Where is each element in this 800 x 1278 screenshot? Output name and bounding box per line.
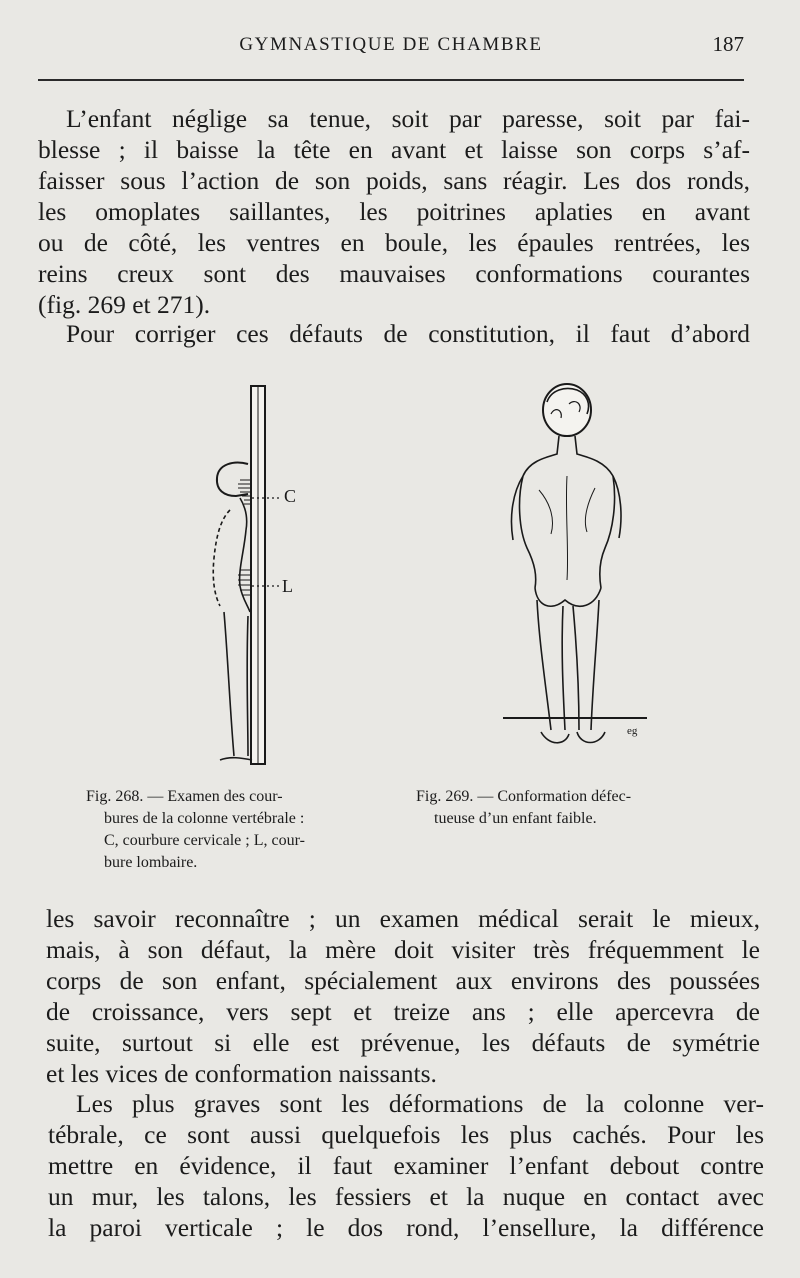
- paragraph-2: [38, 318, 750, 349]
- caption-line: Fig. 269. — Conformation défec-: [416, 788, 632, 805]
- text-line: les omoplates saillantes, les poitrines aplaties en avant: [38, 197, 750, 226]
- text-line: ou de côté, les ventres en boule, les épaules rentrées, les: [38, 228, 750, 257]
- text-line: suite, surtout si elle est prévenue, les défauts de symétrie: [46, 1028, 760, 1057]
- caption-line: bures de la colonne vertébrale :: [104, 810, 305, 827]
- text-line: mettre en évidence, il faut examiner l’enfant debout contre: [48, 1151, 764, 1180]
- paragraph-3: [46, 903, 760, 1089]
- caption-line: Fig. 268. — Examen des cour-: [86, 788, 283, 805]
- text-line: corps de son enfant, spécialement aux environs des poussées: [46, 966, 760, 995]
- page-number: 187: [712, 32, 744, 56]
- lumbar-label: L: [282, 576, 293, 596]
- figure-268-spine-examination: [190, 380, 320, 770]
- text-line: Les plus graves sont les déformations de la colonne ver-: [76, 1089, 764, 1118]
- caption-line: bure lombaire.: [104, 854, 198, 871]
- text-line: mais, à son défaut, la mère doit visiter très fréquemment le: [46, 935, 760, 964]
- text-line: Pour corriger ces défauts de constitution, il faut d’abord: [66, 319, 750, 348]
- text-line: (fig. 269 et 271).: [38, 290, 211, 319]
- text-line: tébrale, ce sont aussi quelquefois les plus cachés. Pour les: [48, 1120, 764, 1149]
- page-header: [38, 32, 744, 62]
- text-line: les savoir reconnaître ; un examen médical serait le mieux,: [46, 904, 760, 933]
- running-title: GYMNASTIQUE DE CHAMBRE: [239, 34, 543, 55]
- figure-269-caption: [416, 786, 736, 830]
- figure-269-weak-child-posture: [495, 380, 660, 760]
- text-line: blesse ; il baisse la tête en avant et laisse son corps s’af-: [38, 135, 750, 164]
- paragraph-4: [48, 1088, 764, 1243]
- text-line: et les vices de conformation naissants.: [46, 1059, 437, 1088]
- text-line: L’enfant néglige sa tenue, soit par paresse, soit par fai-: [66, 104, 750, 133]
- text-line: de croissance, vers sept et treize ans ; elle apercevra de: [46, 997, 760, 1026]
- caption-line: tueuse d’un enfant faible.: [434, 810, 597, 827]
- child-back-view-illustration: [495, 380, 660, 760]
- text-line: faisser sous l’action de son poids, sans réagir. Les dos ronds,: [38, 166, 750, 195]
- illustrator-signature: eg: [627, 725, 638, 737]
- paragraph-1: [38, 103, 750, 320]
- spine-profile-illustration: [190, 380, 320, 770]
- text-line: la paroi verticale ; le dos rond, l’ensellure, la différence: [48, 1213, 764, 1242]
- caption-line: C, courbure cervicale ; L, cour-: [104, 832, 305, 849]
- header-rule: [38, 79, 744, 81]
- figure-268-caption: [86, 786, 376, 874]
- text-line: un mur, les talons, les fessiers et la nuque en contact avec: [48, 1182, 764, 1211]
- cervical-label: C: [284, 486, 297, 506]
- text-line: reins creux sont des mauvaises conformations courantes: [38, 259, 750, 288]
